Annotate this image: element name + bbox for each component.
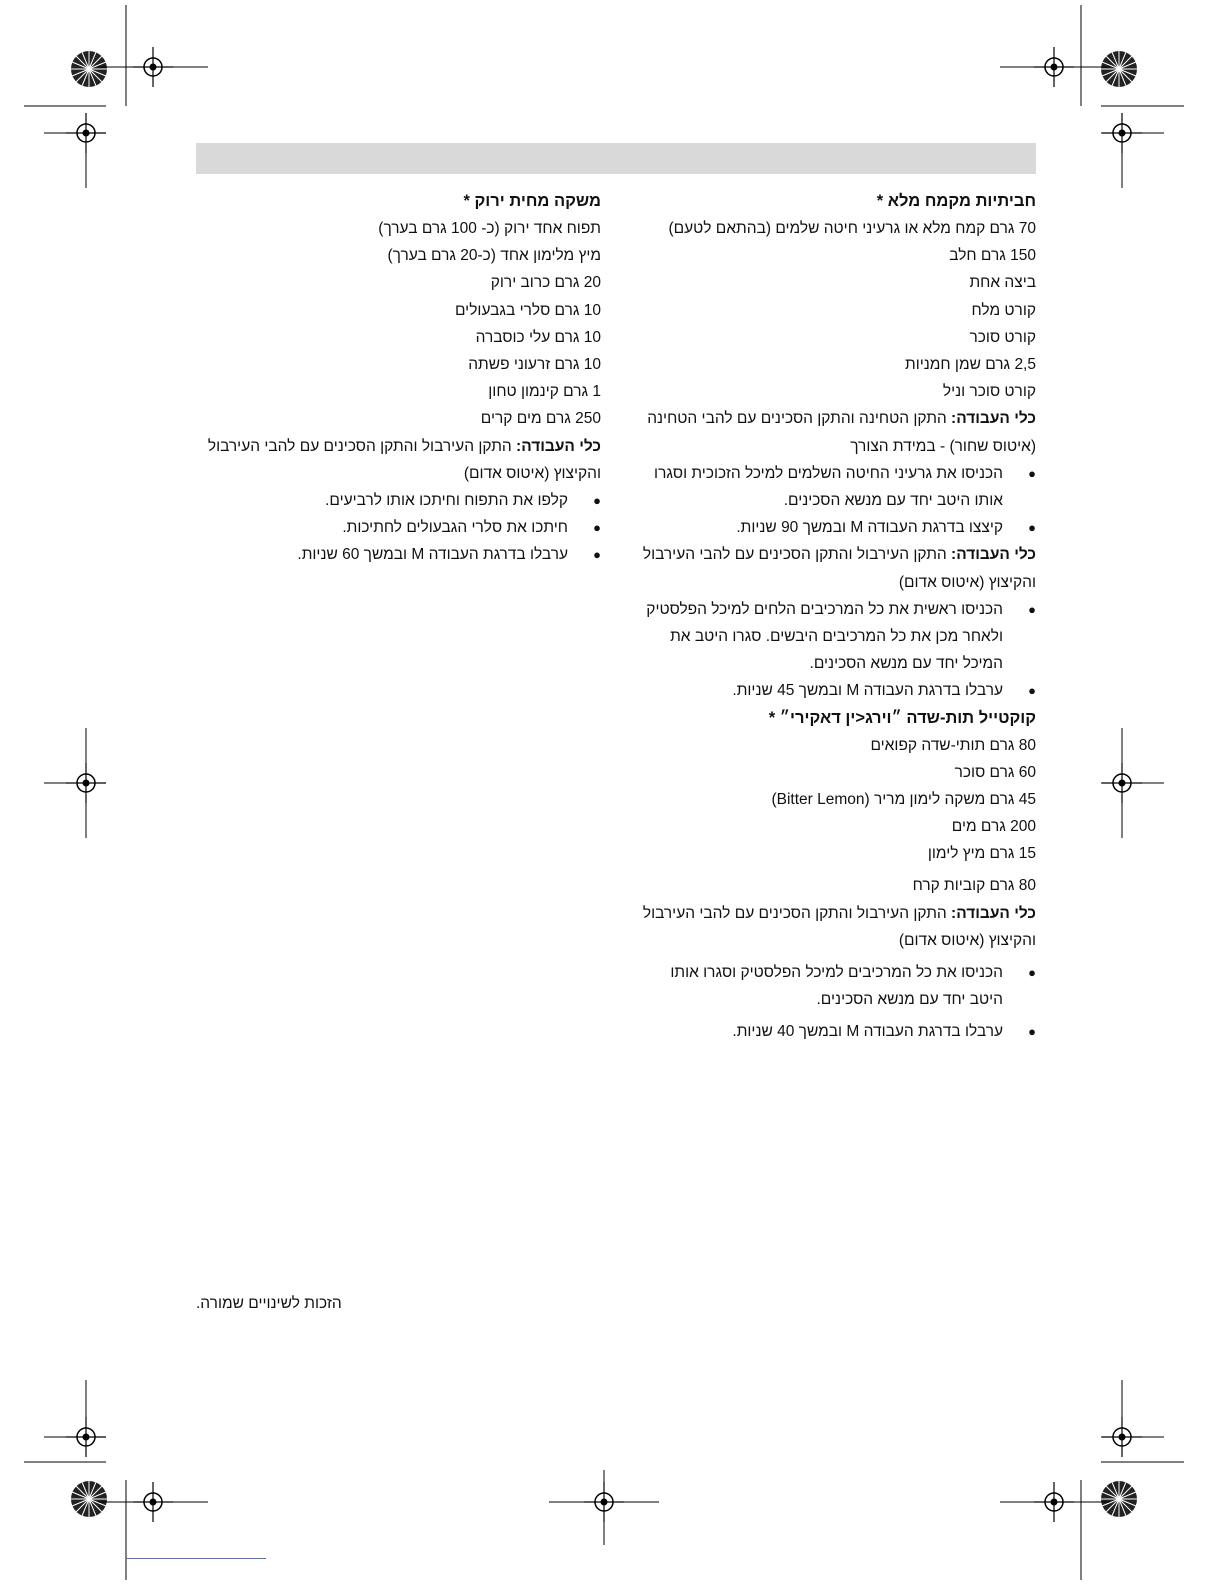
ingredient-line: 20 גרם כרוב ירוק xyxy=(490,274,601,292)
tools-label: כלי העבודה: xyxy=(951,546,1036,564)
step-item xyxy=(196,541,601,568)
tools-note xyxy=(640,405,1036,459)
ingredients-list xyxy=(196,215,601,433)
ingredient-line: 150 גרם חלב xyxy=(949,247,1036,265)
ingredient-line: 80 גרם תותי-שדה קפואים xyxy=(870,736,1036,754)
ingredients-list xyxy=(640,732,1036,900)
bullet-icon: ● xyxy=(1028,965,1036,981)
page-edge-line xyxy=(126,1558,266,1559)
step-text: הכניסו את כל המרכיבים למיכל הפלסטיק וסגרו אותו היטב יחד עם מנשא הסכינים. xyxy=(670,964,1003,1009)
bullet-icon: ● xyxy=(1028,601,1036,617)
ingredient-line: 10 גרם זרעוני פשתה xyxy=(468,355,601,373)
tools-note xyxy=(640,541,1036,595)
ingredient-line: קורט סוכר וניל xyxy=(942,383,1036,401)
tools-note xyxy=(196,433,601,487)
tools-text: התקן העירבול והתקן הסכינים עם להבי העירבול והקיצוץ (איטוס אדום) xyxy=(642,904,1036,949)
recipe-title-strawberry-cocktail: קוקטייל תות-שדה ״וירג<ין דאקירי״ * xyxy=(768,708,1036,727)
ingredient-line: מיץ מלימון אחד (כ-20 גרם בערך) xyxy=(387,247,601,265)
tools-label: כלי העבודה: xyxy=(951,904,1036,922)
step-text: קיצצו בדרגת העבודה M ובמשך 90 שניות. xyxy=(736,519,1003,537)
ingredient-line: 15 גרם מיץ לימון xyxy=(927,845,1036,863)
header-bar xyxy=(196,143,1036,174)
step-item xyxy=(196,514,601,541)
bullet-icon: ● xyxy=(593,520,601,536)
tools-text: התקן העירבול והתקן הסכינים עם להבי העירבול והקיצוץ (איטוס אדום) xyxy=(207,437,601,482)
step-item xyxy=(640,677,1036,704)
ingredient-line: ביצה אחת xyxy=(969,274,1036,292)
ingredient-line: 1 גרם קינמון טחון xyxy=(488,383,601,401)
left-column xyxy=(196,188,601,569)
bullet-icon: ● xyxy=(1028,465,1036,481)
bullet-icon: ● xyxy=(1028,520,1036,536)
tools-note xyxy=(640,900,1036,954)
step-item xyxy=(640,460,1036,514)
bullet-icon: ● xyxy=(593,547,601,563)
recipe-title-green-smoothie: משקה מחית ירוק * xyxy=(463,192,601,210)
recipe-title-wholewheat-crepes: חביתיות מקמח מלא * xyxy=(876,192,1036,210)
ingredient-line: 200 גרם מים xyxy=(951,818,1036,836)
step-item xyxy=(640,514,1036,541)
ingredient-line: 2,5 גרם שמן חמניות xyxy=(904,355,1036,373)
step-item xyxy=(640,959,1036,1013)
ingredient-line: 10 גרם סלרי בגבעולים xyxy=(454,301,601,319)
footer-note xyxy=(196,1295,496,1313)
footer-text: הזכות לשינויים שמורה. xyxy=(196,1295,342,1312)
ingredient-line: 70 גרם קמח מלא או גרעיני חיטה שלמים (בהתאם לטעם) xyxy=(668,220,1036,237)
step-item xyxy=(196,487,601,514)
ingredient-line: קורט מלח xyxy=(971,301,1036,319)
ingredient-line: 60 גרם סוכר xyxy=(954,763,1036,781)
step-item xyxy=(640,1018,1036,1045)
ingredient-line: תפוח אחד ירוק (כ- 100 גרם בערך) xyxy=(378,220,601,237)
right-column xyxy=(640,188,1036,1046)
bullet-icon: ● xyxy=(1028,683,1036,699)
tools-text: התקן הטחינה והתקן הסכינים עם להבי הטחינה (איטוס שחור) - במידת הצורך xyxy=(647,410,1036,455)
ingredient-line: 250 גרם מים קרים xyxy=(480,410,601,428)
step-text: הכניסו את גרעיני החיטה השלמים למיכל הזכוכית וסגרו אותו היטב יחד עם מנשא הסכינים. xyxy=(654,464,1003,509)
tools-label: כלי העבודה: xyxy=(516,437,601,455)
step-text: קלפו את התפוח וחיתכו אותו לרביעים. xyxy=(325,491,568,509)
step-item xyxy=(640,596,1036,678)
bullet-icon: ● xyxy=(1028,1024,1036,1040)
ingredient-line: 10 גרם עלי כוסברה xyxy=(475,328,601,346)
ingredients-list xyxy=(640,215,1036,405)
step-text: חיתכו את סלרי הגבעולים לחתיכות. xyxy=(342,519,568,537)
tools-label: כלי העבודה: xyxy=(951,410,1036,428)
ingredient-line: קורט סוכר xyxy=(969,328,1036,346)
tools-text: התקן העירבול והתקן הסכינים עם להבי העירבול והקיצוץ (איטוס אדום) xyxy=(642,546,1036,591)
step-text: ערבלו בדרגת העבודה M ובמשך 60 שניות. xyxy=(297,546,568,564)
ingredient-line: 80 גרם קוביות קרח xyxy=(912,877,1036,895)
step-text: הכניסו ראשית את כל המרכיבים הלחים למיכל הפלסטיק ולאחר מכן את כל המרכיבים היבשים. סגרו היטב את המיכל יחד עם מנשא הסכינים. xyxy=(646,600,1003,673)
step-text: ערבלו בדרגת העבודה M ובמשך 45 שניות. xyxy=(732,682,1003,700)
bullet-icon: ● xyxy=(593,492,601,508)
ingredient-line: 45 גרם משקה לימון מריר (Bitter Lemon) xyxy=(771,790,1036,808)
step-text: ערבלו בדרגת העבודה M ובמשך 40 שניות. xyxy=(732,1023,1003,1041)
